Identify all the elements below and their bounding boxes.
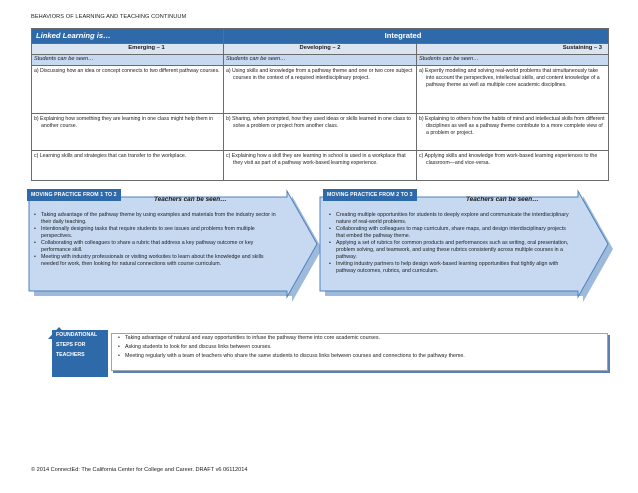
practice-list-2 [328, 212, 570, 275]
list-item: • Meeting regularly with a team of teachers who share the same students to discuss links between courses and connections to the pathway theme. [117, 353, 465, 361]
practice-arrow-1-to-2 [27, 189, 324, 305]
list-item: • Collaborating with colleagues to share a rubric that address a key pathway outcome or key performance skill. [33, 240, 281, 254]
list-item: • Taking advantage of natural and easy opportunities to infuse the pathway theme into core academic courses. [117, 335, 465, 343]
level-sustaining: Sustaining – 3 [562, 45, 602, 52]
students-label-row [32, 55, 609, 66]
rubric-cell: a) Using skills and knowledge from a pathway theme and one or two core subject courses in the context of a required interdisciplinary project. [226, 68, 413, 81]
students-label: Students can be seen… [417, 55, 609, 66]
foundational-label-line: FOUNDATIONAL [56, 332, 98, 338]
document-title: BEHAVIORS OF LEARNING AND TEACHING CONTINUUM [31, 14, 187, 20]
levels-row [32, 44, 609, 55]
foundational-label-line: TEACHERS [56, 351, 85, 358]
document-footer: © 2014 ConnectEd: The California Center for College and Career. DRAFT v6 06112014 [31, 467, 248, 473]
practice-arrow-2-to-3 [318, 189, 615, 305]
foundational-label-line: STEPS FOR [56, 341, 86, 348]
rubric-row [32, 151, 609, 181]
rubric-cell: b) Explaining to others how the habits of mind and intellectual skills from different disciplines as well as a pathway theme contribute to a more complete view of a problem or project. [419, 116, 605, 136]
practice-list-1 [33, 212, 281, 268]
rubric-cell: b) Sharing, when prompted, how they used ideas or skills learned in one class to solve a problem or project from another class. [226, 116, 411, 129]
rubric-cell: c) Learning skills and strategies that can transfer to the workplace. [34, 153, 187, 159]
list-item: • Creating multiple opportunities for students to deeply explore and communicate the interdisciplinary nature of real-world problems. [328, 212, 570, 226]
list-item: • Taking advantage of the pathway theme by using examples and materials from the industry sector in their daily teaching. [33, 212, 281, 226]
rubric-cell: b) Explaining how something they are learning in one class might help them in another course. [34, 116, 214, 129]
students-label: Students can be seen… [224, 55, 417, 66]
list-item: • Meeting with industry professionals or visiting worksites to learn about the knowledge and skills needed for work, then looking for natural connections with course curriculum. [33, 254, 281, 268]
practice-tab-1-to-2: MOVING PRACTICE FROM 1 TO 2 [27, 189, 121, 201]
list-item: • Applying a set of rubrics for common products and performances such as writing, oral presentation, problem solving, and teamwork, and using these rubrics consistently across multiple courses in a pathway. [328, 240, 570, 261]
rubric-cell: c) Explaining how a skill they are learning in school is used in a workplace that they visit as part of a pathway work-based learning experience. [226, 153, 406, 166]
level-developing: Developing – 2 [299, 45, 341, 52]
rubric-cell: a) Discussing how an idea or concept connects to two different pathway courses. [34, 68, 220, 74]
level-emerging: Emerging – 1 [128, 45, 165, 52]
integrated-heading: Integrated [224, 29, 609, 44]
rubric-header-row [32, 29, 609, 44]
list-item: • Collaborating with colleagues to map curriculum, share maps, and design interdisciplinary projects that embed the pathway theme. [328, 226, 570, 240]
students-label: Students can be seen… [32, 55, 224, 66]
practice-tab-2-to-3: MOVING PRACTICE FROM 2 TO 3 [323, 189, 417, 201]
rubric-cell: a) Expertly modeling and solving real-world problems that simultaneously take into account the perspectives, intellectual skills, and content knowledge of a pathway theme as well as multiple core academic disciplines. [419, 68, 600, 88]
rubric-row [32, 66, 609, 114]
rubric-row [32, 114, 609, 151]
integrated-rubric-table [31, 28, 609, 181]
list-item: • Inviting industry partners to help design work-based learning opportunities that tightly align with pathway outcomes, rubrics, and curriculum. [328, 261, 570, 275]
rubric-cell: c) Applying skills and knowledge from work-based learning experiences to the classroom—and vice-versa. [419, 153, 598, 166]
foundational-label [52, 330, 108, 362]
teachers-heading-1: Teachers can be seen… [154, 196, 227, 203]
linked-learning-label: Linked Learning is… [32, 29, 224, 44]
list-item: • Intentionally designing tasks that require students to see issues and problems from multiple perspectives. [33, 226, 281, 240]
list-item: • Asking students to look for and discuss links between courses. [117, 344, 465, 352]
teachers-heading-2: Teachers can be seen… [466, 196, 539, 203]
foundational-list [117, 335, 465, 363]
